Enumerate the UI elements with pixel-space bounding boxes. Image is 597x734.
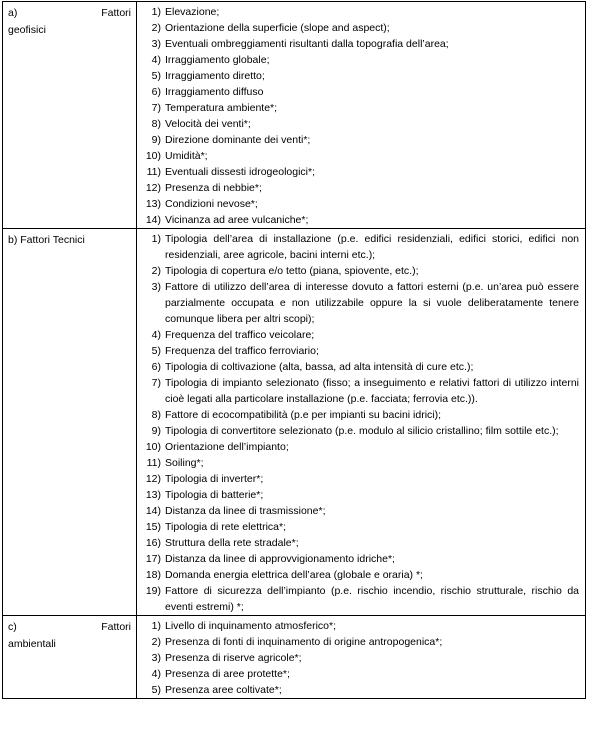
factor-item-text: Struttura della rete stradale*; [165, 537, 299, 549]
factor-item-number: 5) [151, 345, 161, 357]
factor-item-number: 6) [151, 361, 161, 373]
factor-item-text: Frequenza del traffico ferroviario; [165, 345, 319, 357]
factor-item-number: 8) [151, 409, 161, 421]
factor-item-text: Presenza di riserve agricole*; [165, 652, 302, 664]
factor-row [3, 229, 586, 616]
factor-list-item [143, 375, 579, 407]
factor-item-number: 7) [151, 102, 161, 114]
factor-item-text: Tipologia di copertura e/o tetto (piana, spiovente, etc.); [165, 265, 419, 277]
factor-list-item [143, 423, 579, 439]
factor-item-text: Livello di inquinamento atmosferico*; [165, 620, 337, 632]
factor-row [3, 2, 586, 229]
factor-item-text: Tipologia dell’area di installazione (p.e. edifici residenziali, edifici storici, edifici non residenziali, aree agricole, bacini interni etc.); [165, 233, 579, 261]
factor-item-text: Elevazione; [165, 6, 220, 18]
factor-list-item [143, 116, 579, 132]
factor-item-text: Presenza di fonti di inquinamento di origine antropogenica*; [165, 636, 443, 648]
factor-item-number: 9) [151, 425, 161, 437]
factor-item-text: Condizioni nevose*; [165, 198, 258, 210]
factor-row [3, 616, 586, 699]
factor-item-text: Fattore di ecocompatibilità (p.e per impianti su bacini idrici); [165, 409, 442, 421]
factor-list-item [143, 519, 579, 535]
factor-list-item [143, 100, 579, 116]
factor-list-item [143, 551, 579, 567]
factor-list-item [143, 343, 579, 359]
category-cell [3, 229, 137, 616]
factor-item-text: Tipologia di inverter*; [165, 473, 264, 485]
factor-item-number: 12) [145, 182, 161, 194]
factor-item-text: Irraggiamento globale; [165, 54, 270, 66]
factor-item-text: Temperatura ambiente*; [165, 102, 278, 114]
factors-table-container [2, 1, 586, 699]
factor-list-item [143, 455, 579, 471]
factor-item-number: 4) [151, 54, 161, 66]
category-label-part: Fattori [101, 7, 131, 19]
factor-list-item [143, 567, 579, 583]
factor-item-text: Fattore di sicurezza dell’impianto (p.e. rischio incendio, rischio strutturale, rischio da eventi estremi) *; [165, 585, 579, 613]
factor-list-item [143, 535, 579, 551]
factor-item-text: Tipologia di rete elettrica*; [165, 521, 287, 533]
factor-list-item [143, 164, 579, 180]
factor-list-item [143, 407, 579, 423]
category-label-part: a) [8, 7, 18, 19]
factor-item-number: 4) [151, 668, 161, 680]
factor-list-item [143, 196, 579, 212]
factor-item-text: Tipologia di batterie*; [165, 489, 264, 501]
factor-item-number: 19) [145, 585, 161, 597]
factor-item-text: Soiling*; [165, 457, 204, 469]
factor-item-number: 12) [145, 473, 161, 485]
category-label-cont: ambientali [8, 637, 56, 650]
factor-item-text: Tipologia di coltivazione (alta, bassa, ad alta intensità di cure etc.); [165, 361, 474, 373]
factor-list-item [143, 52, 579, 68]
factor-list-item [143, 503, 579, 519]
factor-item-text: Distanza da linee di approvvigionamento idriche*; [165, 553, 395, 565]
factor-item-number: 10) [145, 150, 161, 162]
factor-list-item [143, 682, 579, 698]
factor-item-number: 6) [151, 86, 161, 98]
factor-item-text: Eventuali dissesti idrogeologici*; [165, 166, 315, 178]
factor-list-item [143, 132, 579, 148]
factors-table [2, 1, 586, 699]
factor-item-number: 11) [146, 166, 161, 178]
factor-item-number: 3) [151, 38, 161, 50]
factor-item-number: 17) [145, 553, 161, 565]
factor-item-number: 1) [151, 233, 161, 245]
factor-item-text: Umidità*; [165, 150, 208, 162]
factor-list [143, 231, 579, 615]
factor-list-item [143, 148, 579, 164]
factor-list-item [143, 487, 579, 503]
factor-list-cell [137, 616, 586, 699]
factor-item-text: Eventuali ombreggiamenti risultanti dalla topografia dell’area; [165, 38, 449, 50]
factor-list-item [143, 618, 579, 634]
factor-item-number: 10) [145, 441, 161, 453]
factor-item-text: Velocità dei venti*; [165, 118, 251, 130]
factor-item-number: 3) [151, 281, 161, 293]
factor-item-number: 8) [151, 118, 161, 130]
factor-list-item [143, 634, 579, 650]
category-label [8, 619, 131, 636]
factor-item-number: 13) [145, 489, 161, 501]
category-label [8, 5, 131, 22]
factor-list-cell [137, 229, 586, 616]
category-label-part: b) Fattori Tecnici [8, 234, 85, 246]
category-cell [3, 2, 137, 229]
factor-list-item [143, 359, 579, 375]
factor-list-item [143, 439, 579, 455]
factor-item-number: 16) [145, 537, 161, 549]
factor-item-number: 1) [151, 6, 161, 18]
factor-list-item [143, 327, 579, 343]
factor-item-number: 2) [151, 265, 161, 277]
factor-item-number: 18) [145, 569, 161, 581]
category-cell [3, 616, 137, 699]
factor-item-text: Irraggiamento diretto; [165, 70, 265, 82]
factor-list-item [143, 263, 579, 279]
factor-list-item [143, 279, 579, 327]
factor-item-text: Domanda energia elettrica dell’area (globale e oraria) *; [165, 569, 423, 581]
factor-item-text: Fattore di utilizzo dell’area di interesse dovuto a fattori esterni (p.e. un’area può essere parzialmente occupata e non utilizzabile oppure la si vuole deliberatamente tenere comunque libera per altri scopi); [165, 281, 579, 325]
factor-list [143, 618, 579, 698]
factor-item-number: 1) [151, 620, 161, 632]
category-label-part: Fattori [101, 621, 131, 633]
factor-list-item [143, 4, 579, 20]
factor-item-text: Presenza di aree protette*; [165, 668, 290, 680]
factor-item-text: Direzione dominante dei venti*; [165, 134, 311, 146]
factor-list-item [143, 36, 579, 52]
factor-item-number: 3) [151, 652, 161, 664]
factor-list-item [143, 20, 579, 36]
factor-item-text: Vicinanza ad aree vulcaniche*; [165, 214, 309, 226]
factor-list-item [143, 650, 579, 666]
factor-list [143, 4, 579, 228]
factor-list-cell [137, 2, 586, 229]
factor-item-number: 5) [151, 684, 161, 696]
factor-list-item [143, 471, 579, 487]
category-label [8, 232, 131, 249]
category-label-part: c) [8, 621, 17, 633]
factor-item-number: 2) [151, 636, 161, 648]
factor-list-item [143, 68, 579, 84]
factor-list-item [143, 583, 579, 615]
factor-list-item [143, 212, 579, 228]
factor-item-text: Tipologia di convertitore selezionato (p.e. modulo al silicio cristallino; film sottile etc.); [165, 425, 559, 437]
factor-item-text: Orientazione dell’impianto; [165, 441, 289, 453]
factor-item-text: Presenza aree coltivate*; [165, 684, 282, 696]
factor-item-number: 2) [151, 22, 161, 34]
factor-list-item [143, 84, 579, 100]
factor-item-number: 13) [145, 198, 161, 210]
factor-list-item [143, 180, 579, 196]
factor-item-text: Tipologia di impianto selezionato (fisso; a inseguimento e relativi fattori di utilizzo interni cioè legati alla particolare installazione (p.e. facciata; ferrovia etc.)). [165, 377, 579, 405]
factor-item-number: 11) [146, 457, 161, 469]
factor-item-text: Orientazione della superficie (slope and aspect); [165, 22, 390, 34]
factor-item-number: 14) [145, 505, 161, 517]
factor-item-text: Frequenza del traffico veicolare; [165, 329, 315, 341]
factor-item-number: 4) [151, 329, 161, 341]
factor-item-number: 7) [151, 377, 161, 389]
factor-item-text: Irraggiamento diffuso [165, 86, 264, 98]
factor-item-number: 9) [151, 134, 161, 146]
factor-item-text: Distanza da linee di trasmissione*; [165, 505, 326, 517]
factor-list-item [143, 231, 579, 263]
category-label-cont: geofisici [8, 23, 46, 36]
factors-table-body [3, 2, 586, 699]
factor-item-number: 15) [145, 521, 161, 533]
factor-list-item [143, 666, 579, 682]
factor-item-number: 5) [151, 70, 161, 82]
factor-item-text: Presenza di nebbie*; [165, 182, 262, 194]
factor-item-number: 14) [145, 214, 161, 226]
